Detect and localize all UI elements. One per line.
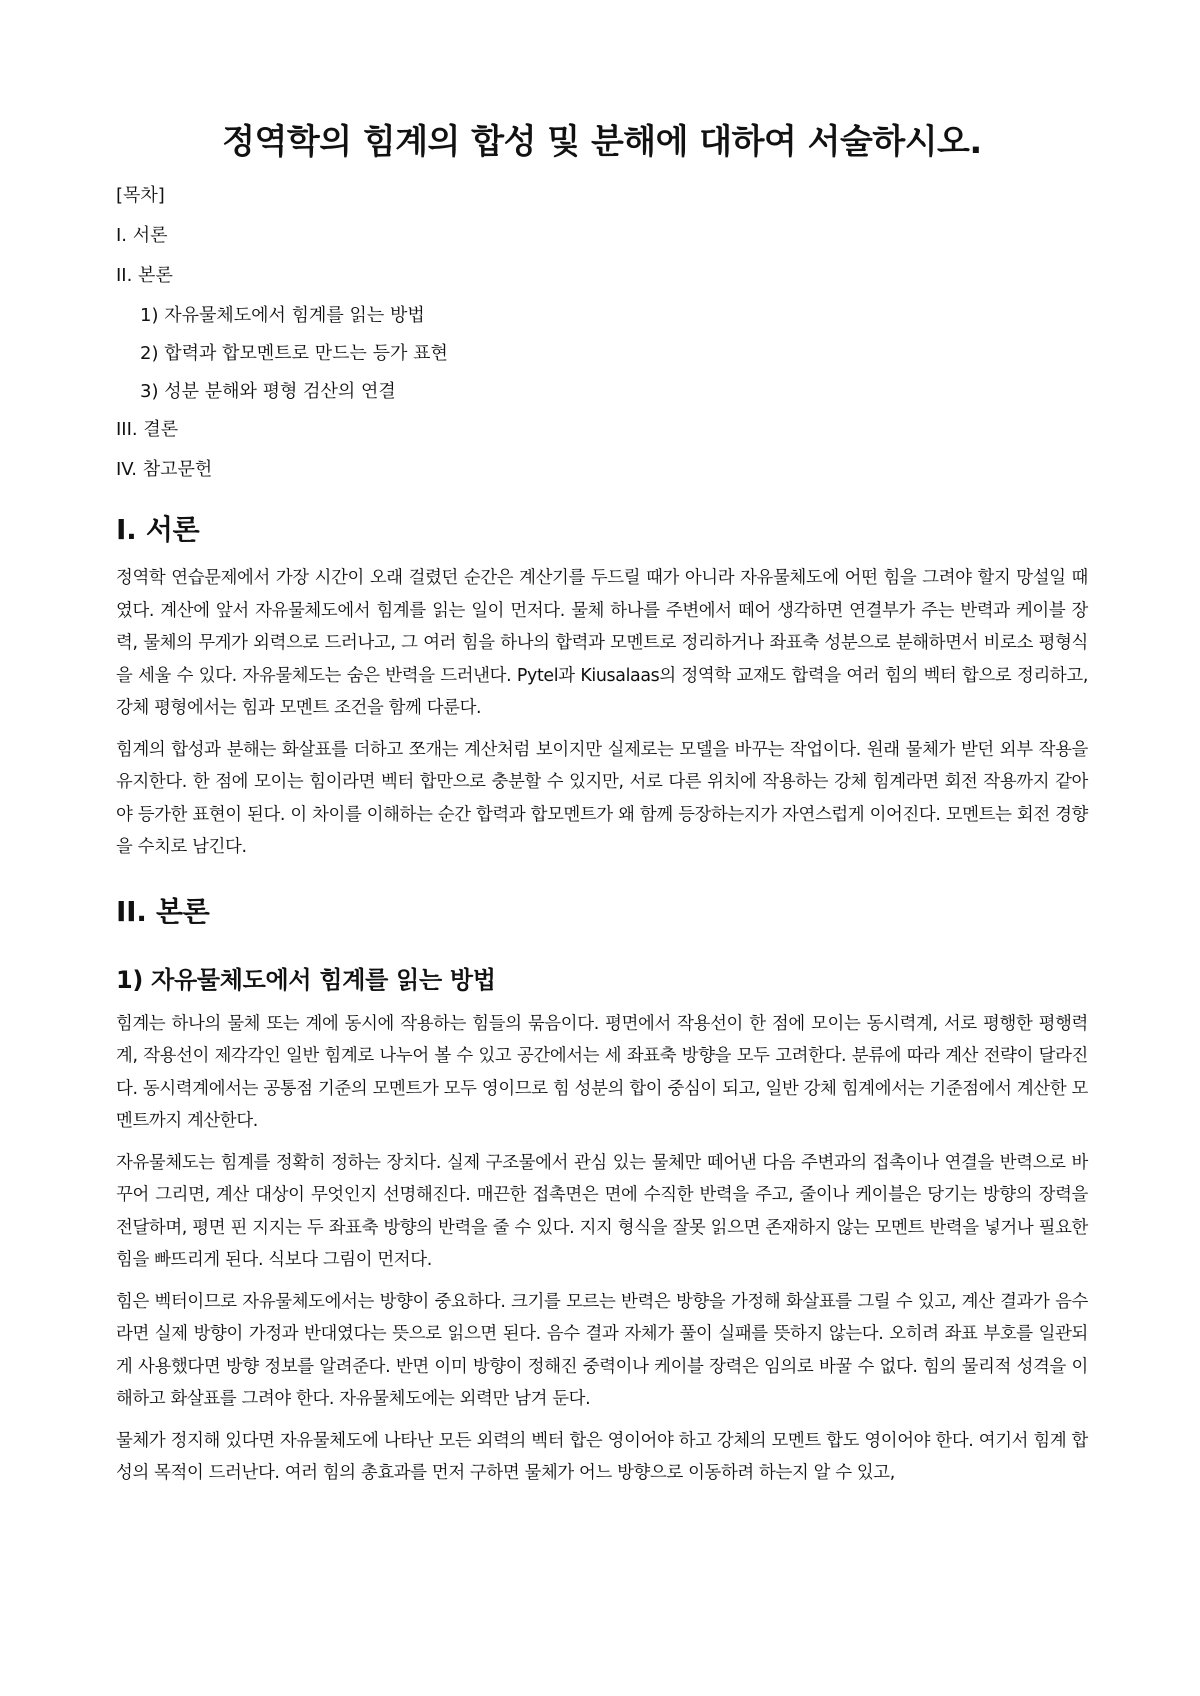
section-heading-intro: I. 서론 [116, 513, 200, 546]
toc-item: IV. 참고문헌 [116, 459, 213, 480]
toc-subitem: 3) 성분 분해와 평형 검산의 연결 [140, 381, 396, 402]
toc-heading: [목차] [116, 185, 165, 206]
toc-item: III. 결론 [116, 419, 179, 440]
document-title: 정역학의 힘계의 합성 및 분해에 대하여 서술하시오. [222, 122, 982, 162]
paragraph: 정역학 연습문제에서 가장 시간이 오래 걸렸던 순간은 계산기를 두드릴 때가 아니라 자유물체도에 어떤 힘을 그려야 할지 망설일 때였다. 계산에 앞서 자유물체도에서 힘계를 읽는 일이 먼저다. 물체 하나를 주변에서 떼어 생각하면 연결부가 주는 반력과 케이블 장력, 물체의 무게가 외력으로 드러나고, 그 여러 힘을 하나의 합력과 모멘트로 정리하거나 좌표축 성분으로 분해하면서 비로소 평형식을 세울 수 있다. 자유물체도는 숨은 반력을 드러낸다. Pytel과 Kiusalaas의 정역학 교재도 합력을 여러 힘의 벡터 합으로 정리하고, 강체 평형에서는 힘과 모멘트 조건을 함께 다룬다. [116, 568, 1088, 718]
paragraph: 힘계의 합성과 분해는 화살표를 더하고 쪼개는 계산처럼 보이지만 실제로는 모델을 바꾸는 작업이다. 원래 물체가 받던 외부 작용을 유지한다. 한 점에 모이는 힘이라면 벡터 합만으로 충분할 수 있지만, 서로 다른 위치에 작용하는 강체 힘계라면 회전 작용까지 같아야 등가한 표현이 된다. 이 차이를 이해하는 순간 합력과 합모멘트가 왜 함께 등장하는지가 자연스럽게 이어진다. 모멘트는 회전 경향을 수치로 남긴다. [116, 739, 1088, 857]
toc-subitem: 1) 자유물체도에서 힘계를 읽는 방법 [140, 305, 425, 326]
section-heading-body: II. 본론 [116, 894, 210, 928]
paragraph: 물체가 정지해 있다면 자유물체도에 나타난 모든 외력의 벡터 합은 영이어야 하고 강체의 모멘트 합도 영이어야 한다. 여기서 힘계 합성의 목적이 드러난다. 여러 힘의 총효과를 먼저 구하면 물체가 어느 방향으로 이동하려 하는지 알 수 있고, [116, 1430, 1088, 1483]
subsection-heading: 1) 자유물체도에서 힘계를 읽는 방법 [116, 965, 496, 994]
table-of-contents [116, 184, 1088, 482]
toc-item: II. 본론 [116, 265, 173, 286]
paragraph: 힘계는 하나의 물체 또는 계에 동시에 작용하는 힘들의 묶음이다. 평면에서 작용선이 한 점에 모이는 동시력계, 서로 평행한 평행력계, 작용선이 제각각인 일반 힘계로 나누어 볼 수 있고 공간에서는 세 좌표축 방향을 모두 고려한다. 분류에 따라 계산 전략이 달라진다. 동시력계에서는 공통점 기준의 모멘트가 모두 영이므로 힘 성분의 합이 중심이 되고, 일반 강체 힘계에서는 기준점에서 계산한 모멘트까지 계산한다. [116, 1013, 1088, 1131]
toc-subitem: 2) 합력과 합모멘트로 만드는 등가 표현 [140, 343, 448, 364]
toc-item: I. 서론 [116, 225, 168, 246]
paragraph: 힘은 벡터이므로 자유물체도에서는 방향이 중요하다. 크기를 모르는 반력은 방향을 가정해 화살표를 그릴 수 있고, 계산 결과가 음수라면 실제 방향이 가정과 반대였다는 뜻으로 읽으면 된다. 음수 결과 자체가 풀이 실패를 뜻하지 않는다. 오히려 좌표 부호를 일관되게 사용했다면 방향 정보를 알려준다. 반면 이미 방향이 정해진 중력이나 케이블 장력은 임의로 바꿀 수 없다. 힘의 물리적 성격을 이해하고 화살표를 그려야 한다. 자유물체도에는 외력만 남겨 둔다. [116, 1291, 1088, 1409]
paragraph: 자유물체도는 힘계를 정확히 정하는 장치다. 실제 구조물에서 관심 있는 물체만 떼어낸 다음 주변과의 접촉이나 연결을 반력으로 바꾸어 그리면, 계산 대상이 무엇인지 선명해진다. 매끈한 접촉면은 면에 수직한 반력을 주고, 줄이나 케이블은 당기는 방향의 장력을 전달하며, 평면 핀 지지는 두 좌표축 방향의 반력을 줄 수 있다. 지지 형식을 잘못 읽으면 존재하지 않는 모멘트 반력을 넣거나 필요한 힘을 빠뜨리게 된다. 식보다 그림이 먼저다. [116, 1152, 1088, 1270]
